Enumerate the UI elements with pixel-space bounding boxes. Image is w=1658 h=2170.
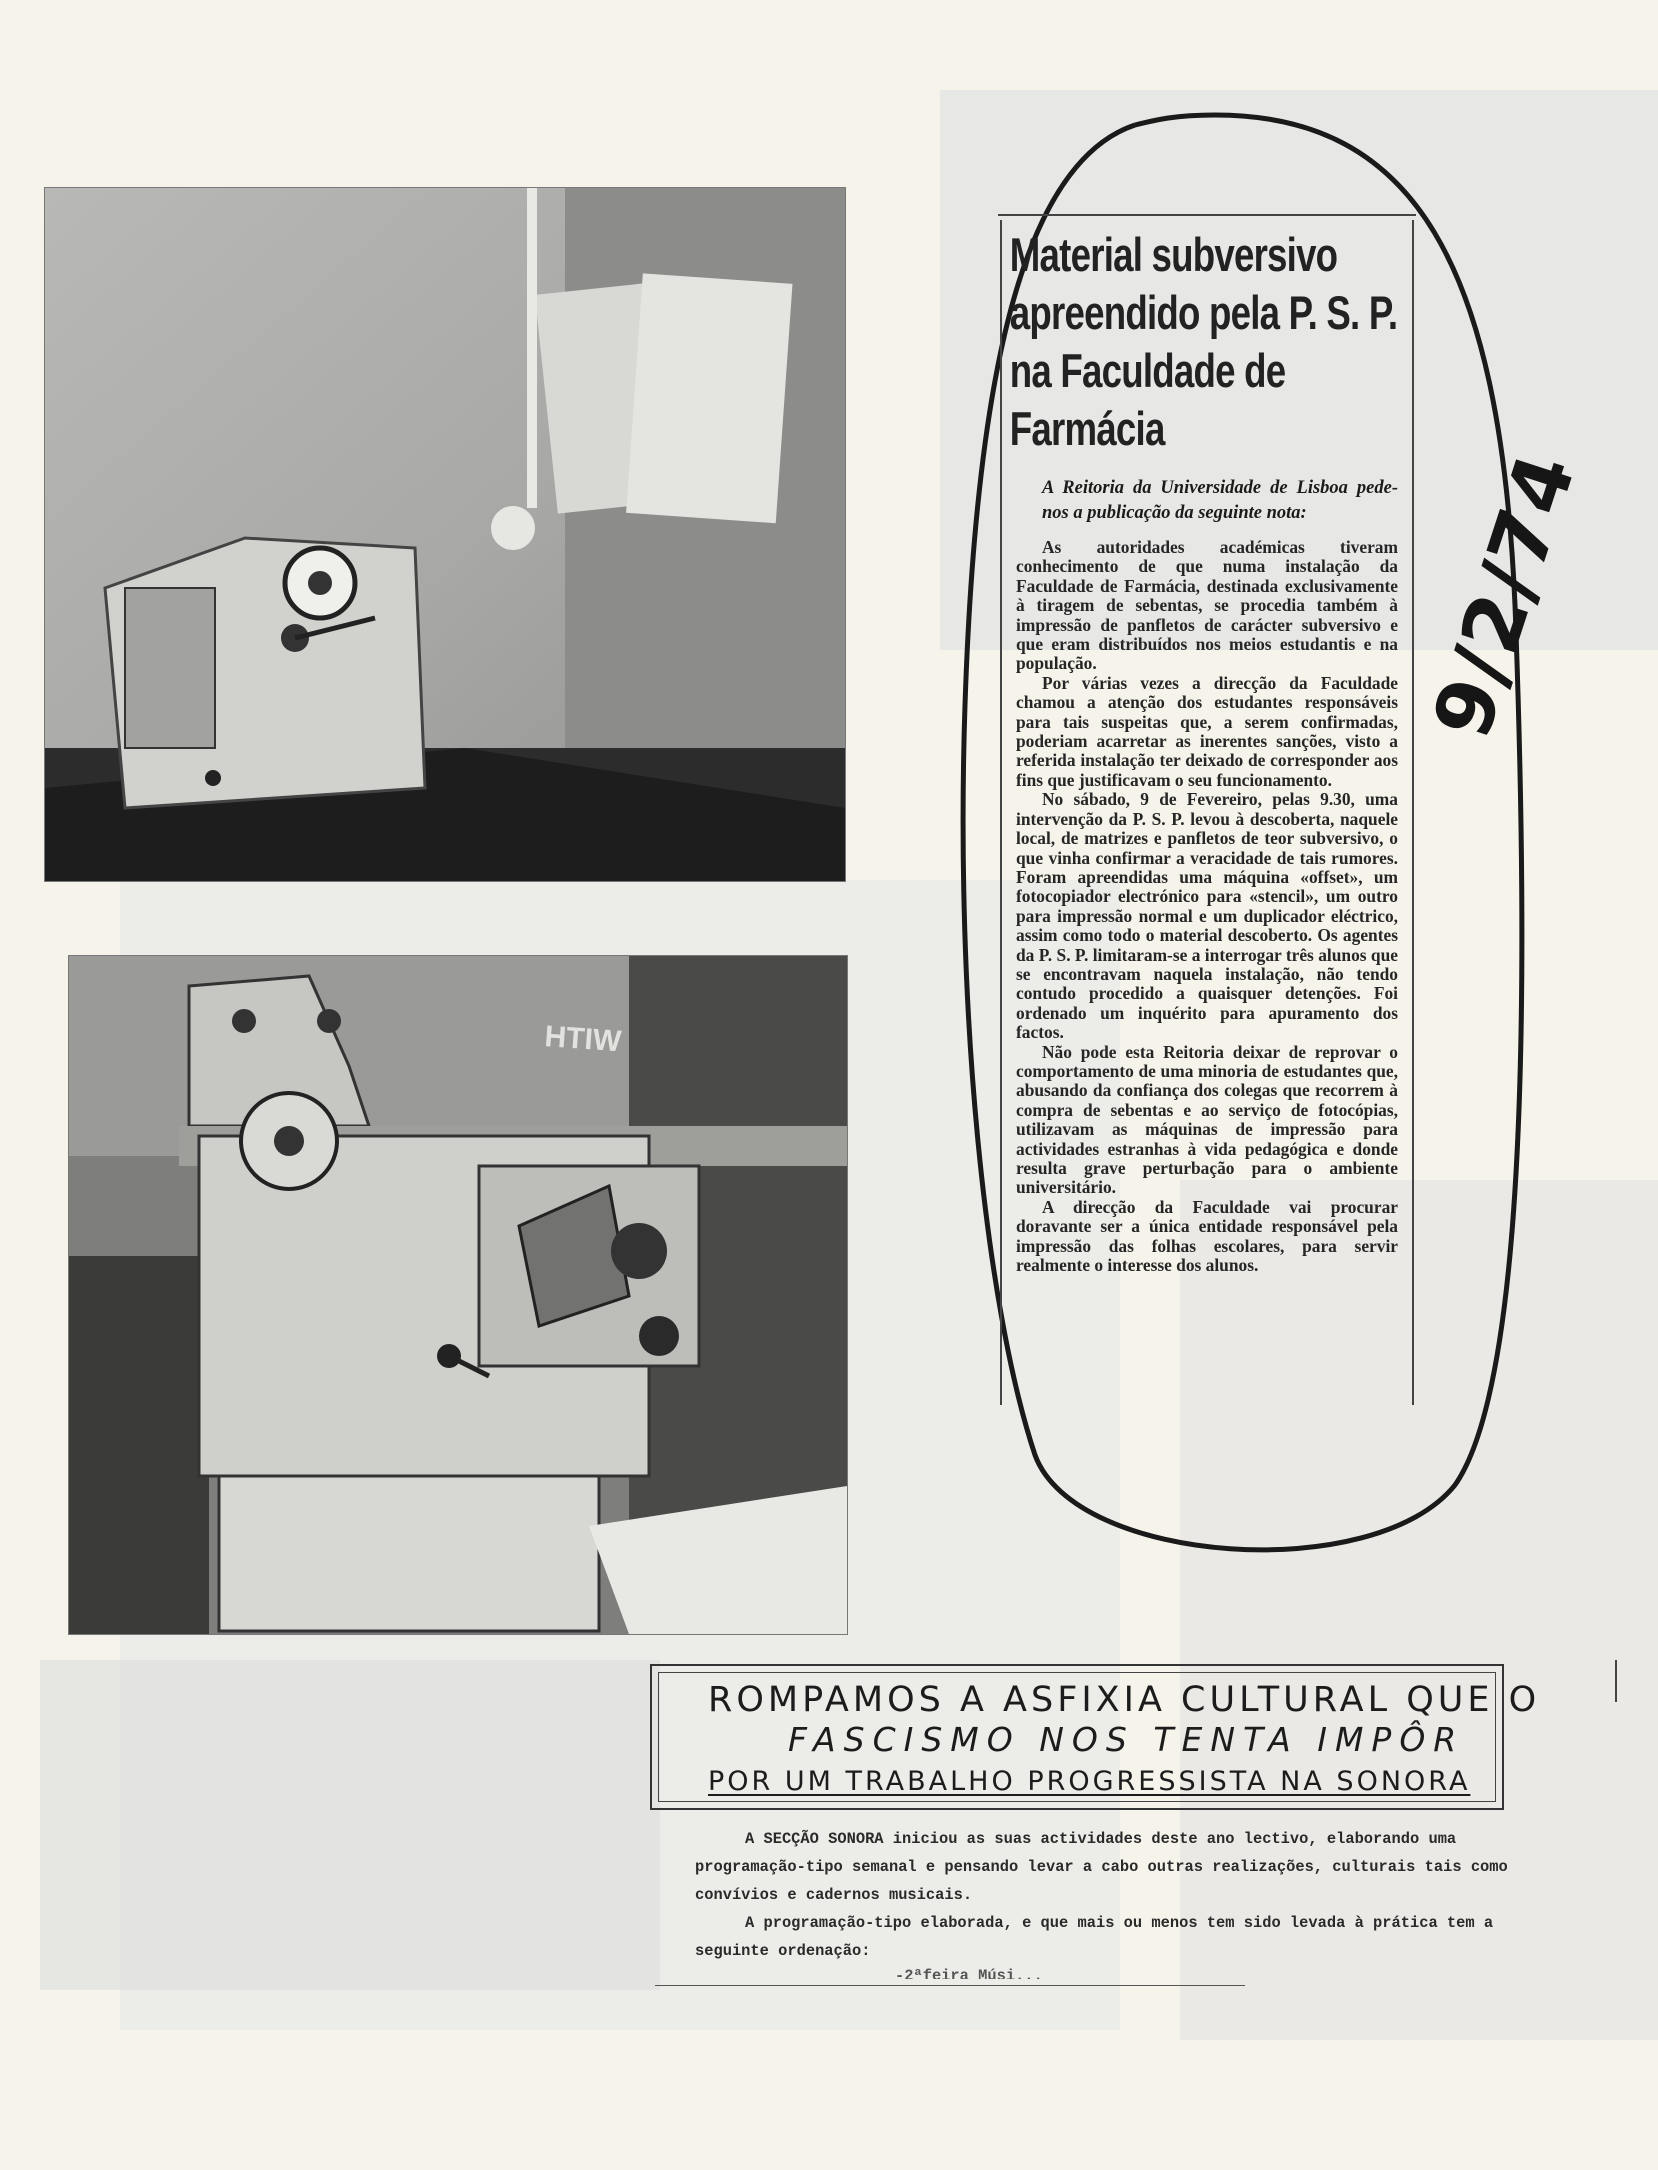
slogan-line-1: ROMPAMOS A ASFIXIA CULTURAL QUE O xyxy=(708,1680,1541,1720)
article-paragraph: Por várias vezes a direcção da Faculdade chamou a atenção dos estudantes responsáveis para tais suspeitas que, a serem confirmadas, poderiam acarretar as inerentes sanções, visto a referida instalação ter deixado de corresponder aos fins que justificavam o seu funcionamento. xyxy=(1016,672,1398,790)
slogan-line-2: FASCISMO NOS TENTA IMPÔR xyxy=(788,1720,1465,1759)
slogan-line-3: POR UM TRABALHO PROGRESSISTA NA SONORA xyxy=(708,1766,1471,1797)
typed-section-text xyxy=(695,1825,1545,1979)
photo-offset-machine xyxy=(68,955,848,1635)
underline-rule xyxy=(655,1985,1245,1986)
article-paragraph: Não pode esta Reitoria deixar de reprovar o comportamento de uma minoria de estudantes que, abusando da confiança dos colegas que recorrem à compra de sebentas e ao serviço de fotocópias, utilizavam as máquinas de impressão para actividades estranhas à vida pedagógica e donde resulta grave perturbação para o ambiente universitário. xyxy=(1016,1041,1398,1198)
newspaper-clipping xyxy=(1000,220,1414,1405)
headline-line-3: na Faculdade de Farmácia xyxy=(1009,344,1286,455)
handwritten-date: 9/2/74 xyxy=(1415,441,1595,749)
clipping-top-rule xyxy=(998,214,1416,216)
typed-paragraph: A SECÇÃO SONORA iniciou as suas actividades deste ano lectivo, elaborando uma programação-tipo semanal e pensando levar a cabo outras realizações, culturais tais como convívios e cadernos musicais. xyxy=(695,1830,1508,1904)
headline-line-1: Material subversivo xyxy=(1009,228,1338,281)
article-paragraph: A direcção da Faculdade vai procurar doravante ser a única entidade responsável pela impressão das folhas escolares, para servir realmente o interesse dos alunos. xyxy=(1016,1196,1398,1276)
wall-text: HTIW xyxy=(543,1020,623,1059)
article-paragraph: No sábado, 9 de Fevereiro, pelas 9.30, uma intervenção da P. S. P. levou à descoberta, naquele local, de matrizes e panfletos de teor subversivo, o que vinha confirmar a veracidade de tais rumores. Foram apreendidas uma máquina «offset», um fotocopiador electrónico para «stencil», um outro para impressão normal e um duplicador eléctrico, assim como todo o material descoberto. Os agentes da P. S. P. limitaram-se a interrogar três alunos que se encontravam naquela instalação, não tendo contudo procedido a quaisquer detenções. Foi ordenado um inquérito para apuramento dos factos. xyxy=(1016,789,1398,1043)
typed-cut-line: -2ªfeira Músi... xyxy=(895,1967,1043,1979)
article-intro: A Reitoria da Universidade de Lisboa pede-nos a publicação da seguinte nota: xyxy=(1042,478,1398,523)
headline-line-2: apreendido pela P. S. P. xyxy=(1009,286,1398,339)
article-headline xyxy=(1002,220,1423,458)
slogan-box xyxy=(650,1664,1541,1810)
background-bleed xyxy=(40,1660,660,1990)
typed-paragraph: A programação-tipo elaborada, e que mais ou menos tem sido levada à prática tem a seguinte ordenação: xyxy=(695,1914,1494,1960)
article-body xyxy=(1016,538,1398,1275)
article-paragraph: As autoridades académicas tiveram conhecimento de que numa instalação da Faculdade de Farmácia, destinada exclusivamente à tiragem de sebentas, se procedia também à impressão de panfletos de carácter subversivo e que eram distribuídos nos meios estudantis e na população. xyxy=(1016,537,1398,674)
photo-copier-machine xyxy=(44,187,846,882)
margin-mark xyxy=(1615,1660,1617,1702)
